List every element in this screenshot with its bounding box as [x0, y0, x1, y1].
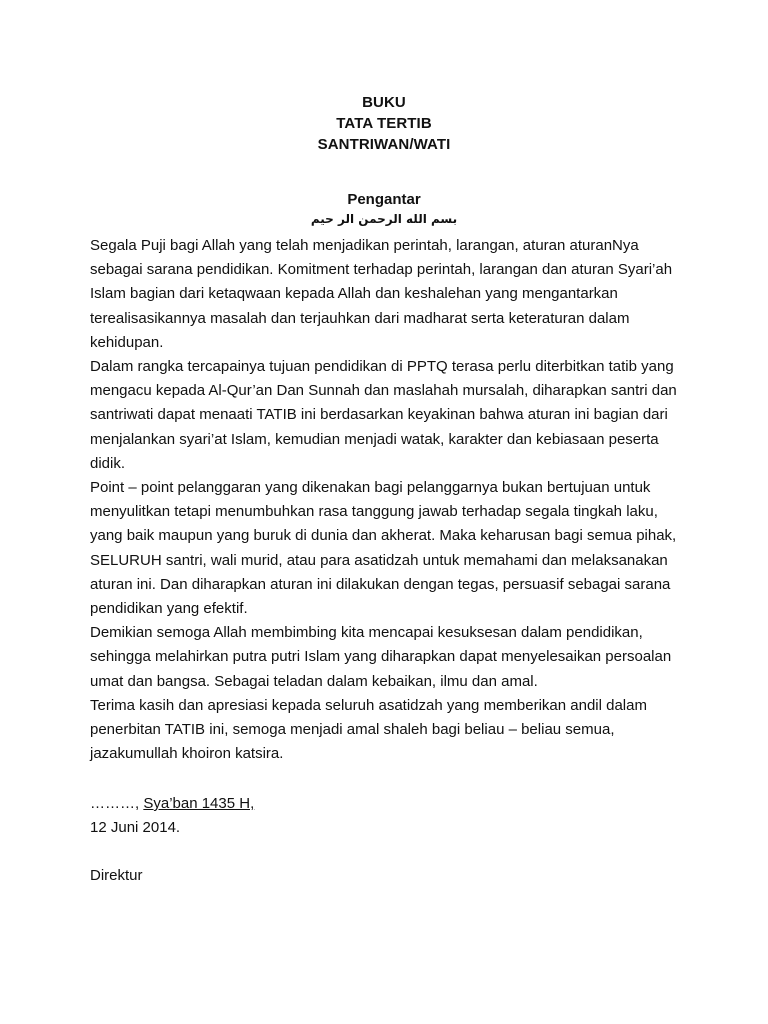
paragraph-line: pendidikan yang efektif. — [90, 600, 248, 618]
paragraph — [90, 234, 690, 355]
paragraph-line: terealisasikannya masalah dan terjauhkan dari madharat serta keteraturan dalam — [90, 309, 630, 327]
paragraph-line: penerbitan TATIB ini, semoga menjadi amal shaleh bagi beliau – beliau semua, — [90, 721, 615, 739]
paragraph-line: mengacu kepada Al-Qur’an Dan Sunnah dan maslahah mursalah, diharapkan santri dan — [90, 382, 677, 400]
place-placeholder: ………, — [90, 795, 144, 812]
paragraph-line: kehidupan. — [90, 333, 164, 351]
paragraph-line: SELURUH santri, wali murid, atau para asatidzah untuk memahami dan melaksanakan — [90, 551, 668, 569]
paragraph-line: Terima kasih dan apresiasi kepada seluruh asatidzah yang memberikan andil dalam — [90, 696, 647, 714]
paragraph-line: menjalankan syari’at Islam, kemudian menjadi watak, karakter dan kebiasaan peserta — [90, 430, 659, 448]
paragraph — [90, 476, 690, 621]
paragraph-line: santriwati dapat menaati TATIB ini berdasarkan keyakinan bahwa aturan ini bagian dari — [90, 406, 668, 424]
paragraph — [90, 694, 690, 767]
paragraph-line: sebagai sarana pendidikan. Komitment terhadap perintah, larangan dan aturan Syari’ah — [90, 261, 673, 279]
title-line-2: TATA TERTIB — [336, 115, 432, 132]
date-line-hijri — [90, 792, 490, 816]
paragraph-line: umat dan bangsa. Sebagai teladan dalam kebaikan, ilmu dan amal. — [90, 672, 538, 690]
title-line-1: BUKU — [362, 94, 406, 111]
paragraph-line: jazakumullah khoiron katsira. — [90, 745, 284, 763]
paragraph — [90, 621, 690, 694]
paragraph-line: aturan ini. Dan diharapkan aturan ini dilakukan dengan tegas, persuasif sebagai sarana — [90, 575, 671, 593]
basmalah-text: بسم الله الرحمن الر حيم — [310, 212, 458, 226]
paragraph — [90, 355, 690, 476]
paragraph-line: yang baik maupun yang buruk di dunia dan akherat. Maka keharusan bagi semua pihak, — [90, 527, 677, 545]
paragraph-line: Islam bagian dari ketaqwaan kepada Allah dan keshalehan yang mengantarkan — [90, 285, 618, 303]
signatory-role: Direktur — [90, 867, 143, 884]
body-text — [90, 234, 690, 766]
signature-block — [90, 792, 490, 840]
title-line-3: SANTRIWAN/WATI — [317, 136, 451, 153]
paragraph-line: Point – point pelanggaran yang dikenakan bagi pelanggarnya bukan bertujuan untuk — [90, 479, 651, 497]
paragraph-line: sehingga melahirkan putra putri Islam yang diharapkan dapat menyelesaikan persoalan — [90, 648, 672, 666]
paragraph-line: menyulitkan tetapi menumbuhkan rasa tanggung jawab terhadap segala tingkah laku, — [90, 503, 658, 521]
gregorian-date: 12 Juni 2014. — [90, 819, 181, 836]
hijri-date: Sya’ban 1435 H, — [143, 795, 255, 812]
section-heading: Pengantar — [347, 191, 421, 208]
paragraph-line: didik. — [90, 454, 126, 472]
paragraph-line: Segala Puji bagi Allah yang telah menjadikan perintah, larangan, aturan aturanNya — [90, 237, 639, 254]
paragraph-line: Demikian semoga Allah membimbing kita mencapai kesuksesan dalam pendidikan, — [90, 624, 643, 642]
document-title — [0, 92, 768, 155]
paragraph-line: Dalam rangka tercapainya tujuan pendidikan di PPTQ terasa perlu diterbitkan tatib yang — [90, 358, 674, 376]
